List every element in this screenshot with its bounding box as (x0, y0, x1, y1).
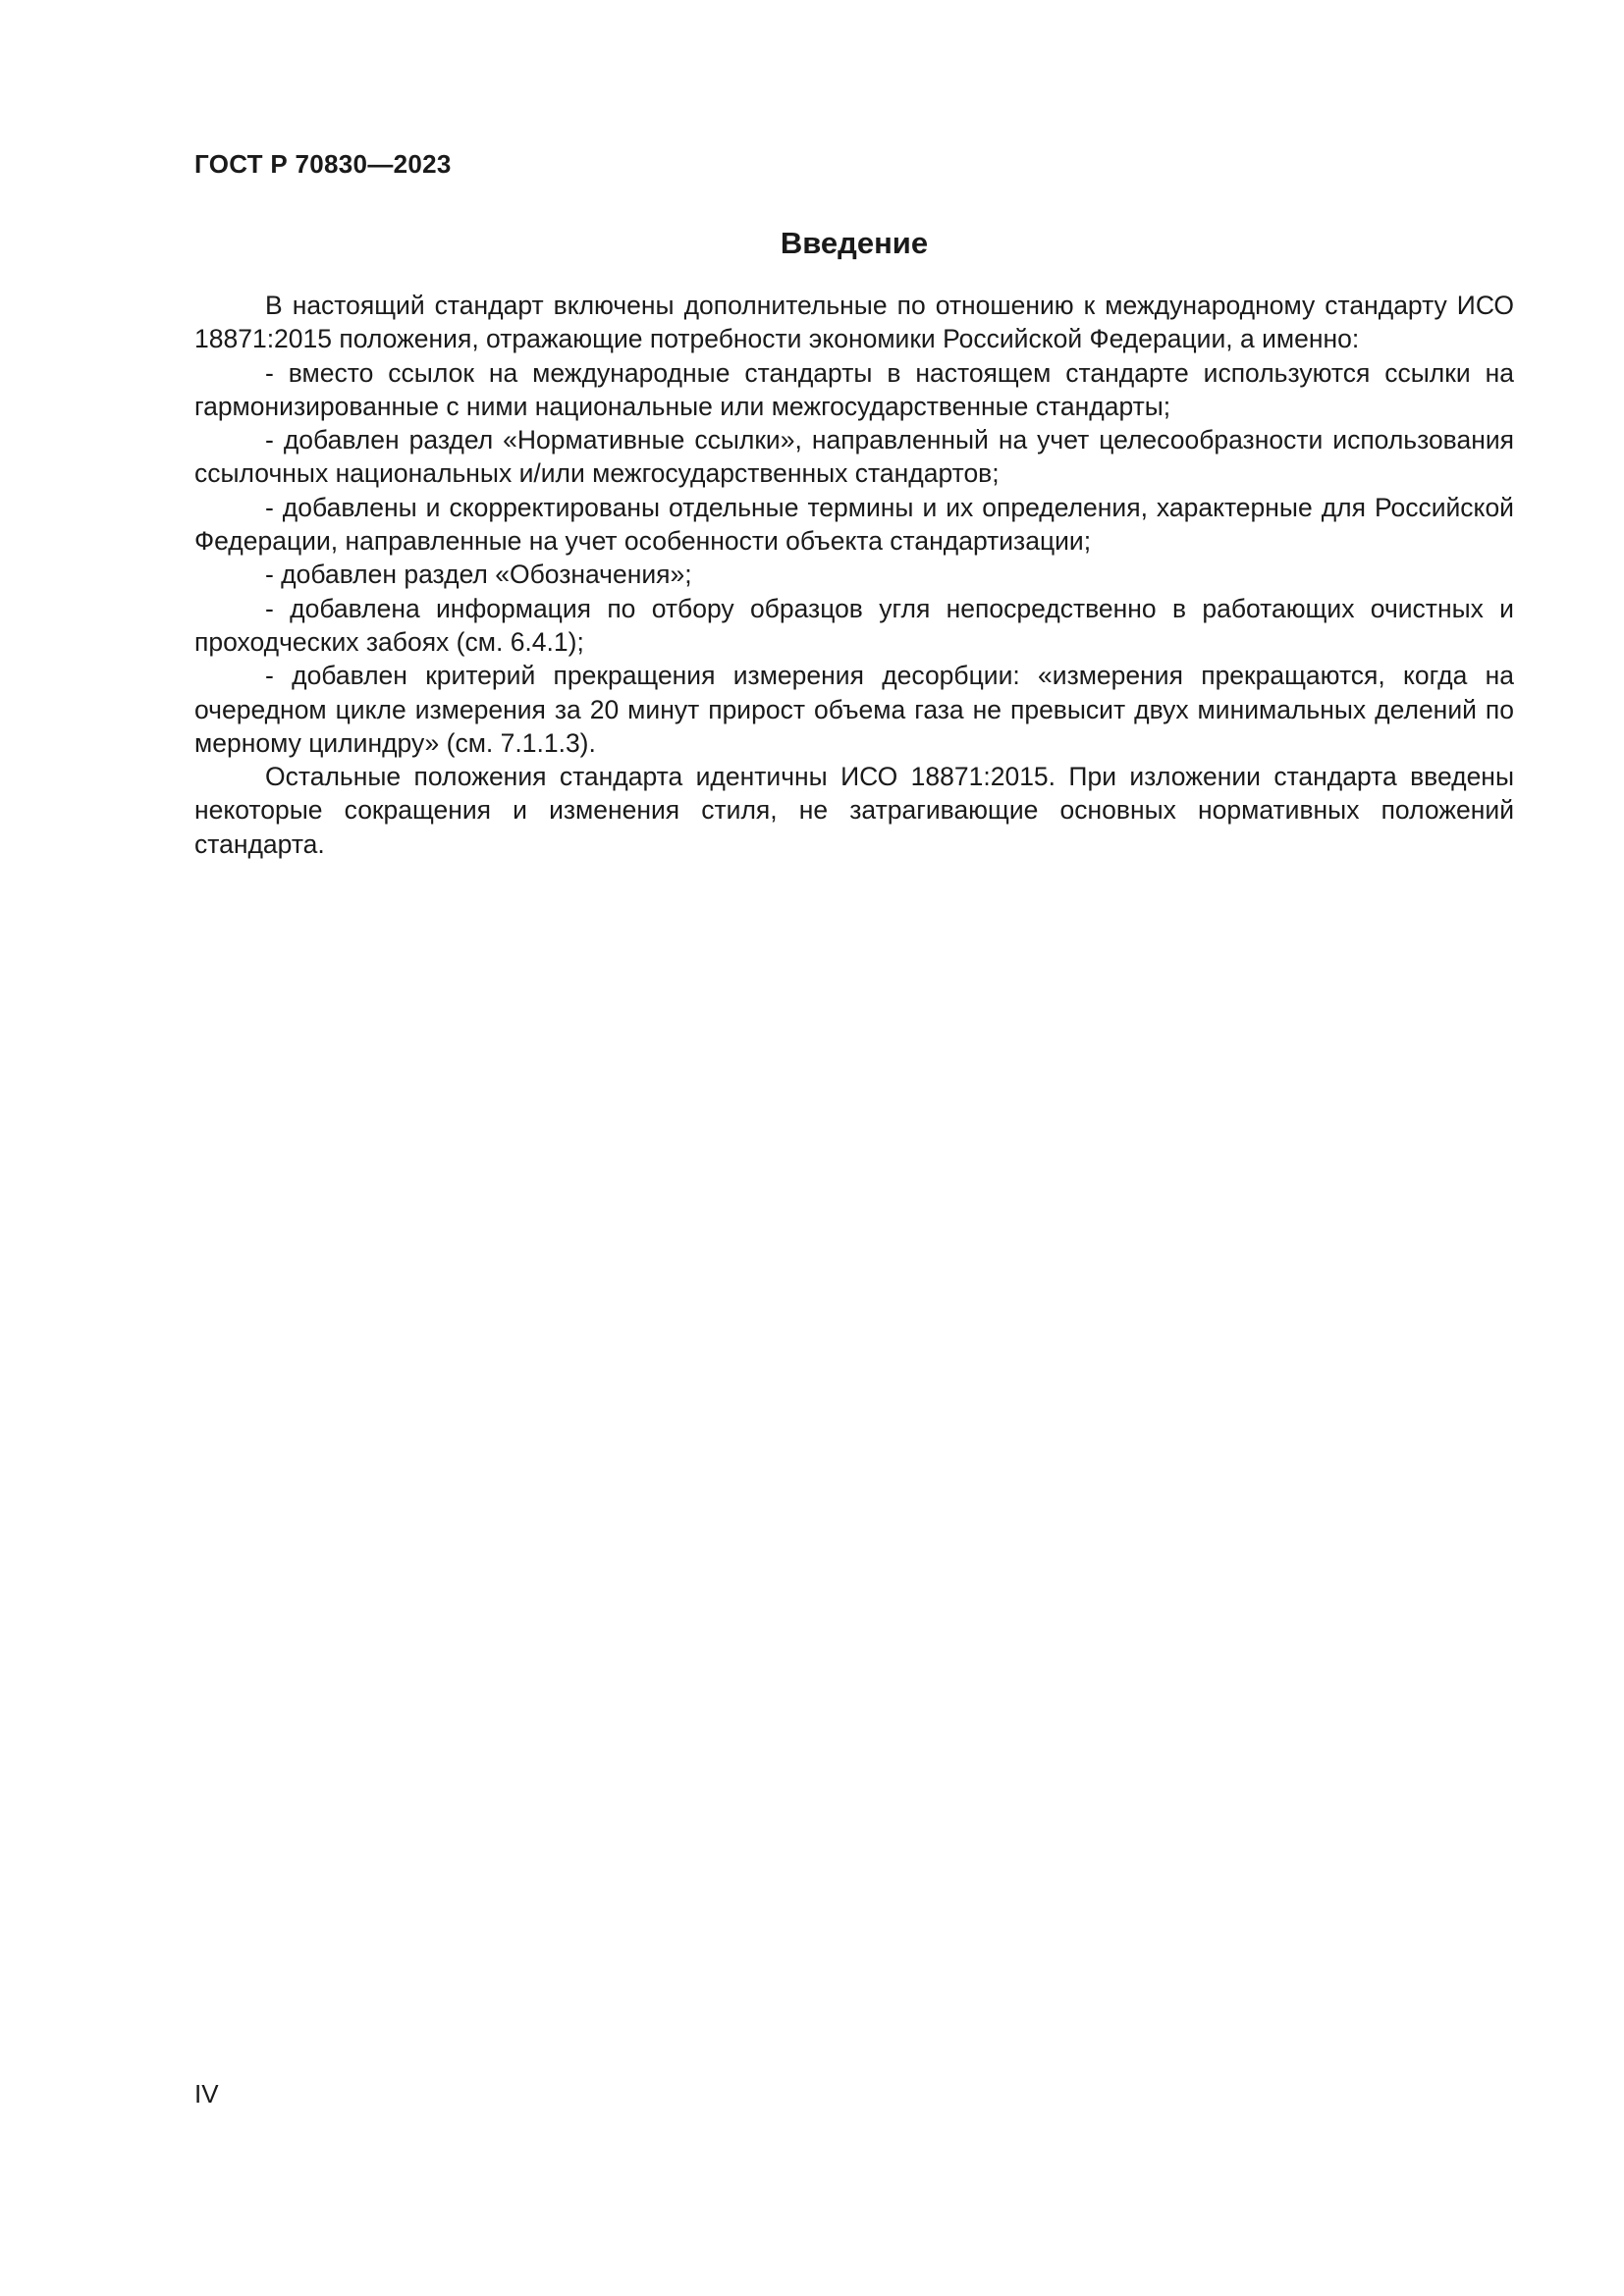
document-header: ГОСТ Р 70830—2023 (194, 149, 452, 179)
list-item: - добавлен раздел «Нормативные ссылки», направленный на учет целесообразности использования ссылочных национальных и/или межгосударственных стандартов; (194, 425, 1514, 489)
list-item: - добавлены и скорректированы отдельные термины и их определения, характерные для Российской Федерации, направленные на учет особенности объекта стандартизации; (194, 492, 1514, 557)
list-item: - добавлен раздел «Обозначения»; (265, 560, 692, 590)
list-item: - добавлена информация по отбору образцов угля непосредственно в работающих очистных и проходческих забоях (см. 6.4.1); (194, 593, 1514, 657)
paragraph: Остальные положения стандарта идентичны ИСО 18871:2015. При изложении стандарта введены некоторые сокращения и изменения стиля, не затрагивающие основных нормативных положений стандарта. (194, 762, 1514, 859)
section-title: Введение (780, 226, 929, 260)
introduction-body (194, 289, 1514, 861)
page-number: IV (194, 2079, 219, 2109)
list-item: - добавлен критерий прекращения измерения десорбции: «измерения прекращаются, когда на очередном цикле измерения за 20 минут прирост объема газа не превысит двух минимальных делений по мерному цилиндру» (см. 7.1.1.3). (194, 661, 1514, 758)
list-item: - вместо ссылок на международные стандарты в настоящем стандарте используются ссылки на гармонизированные с ними национальные или межгосударственные стандарты; (194, 357, 1514, 421)
paragraph: В настоящий стандарт включены дополнительные по отношению к международному стандарту ИСО 18871:2015 положения, отражающие потребности экономики Российской Федерации, а именно: (194, 291, 1514, 354)
